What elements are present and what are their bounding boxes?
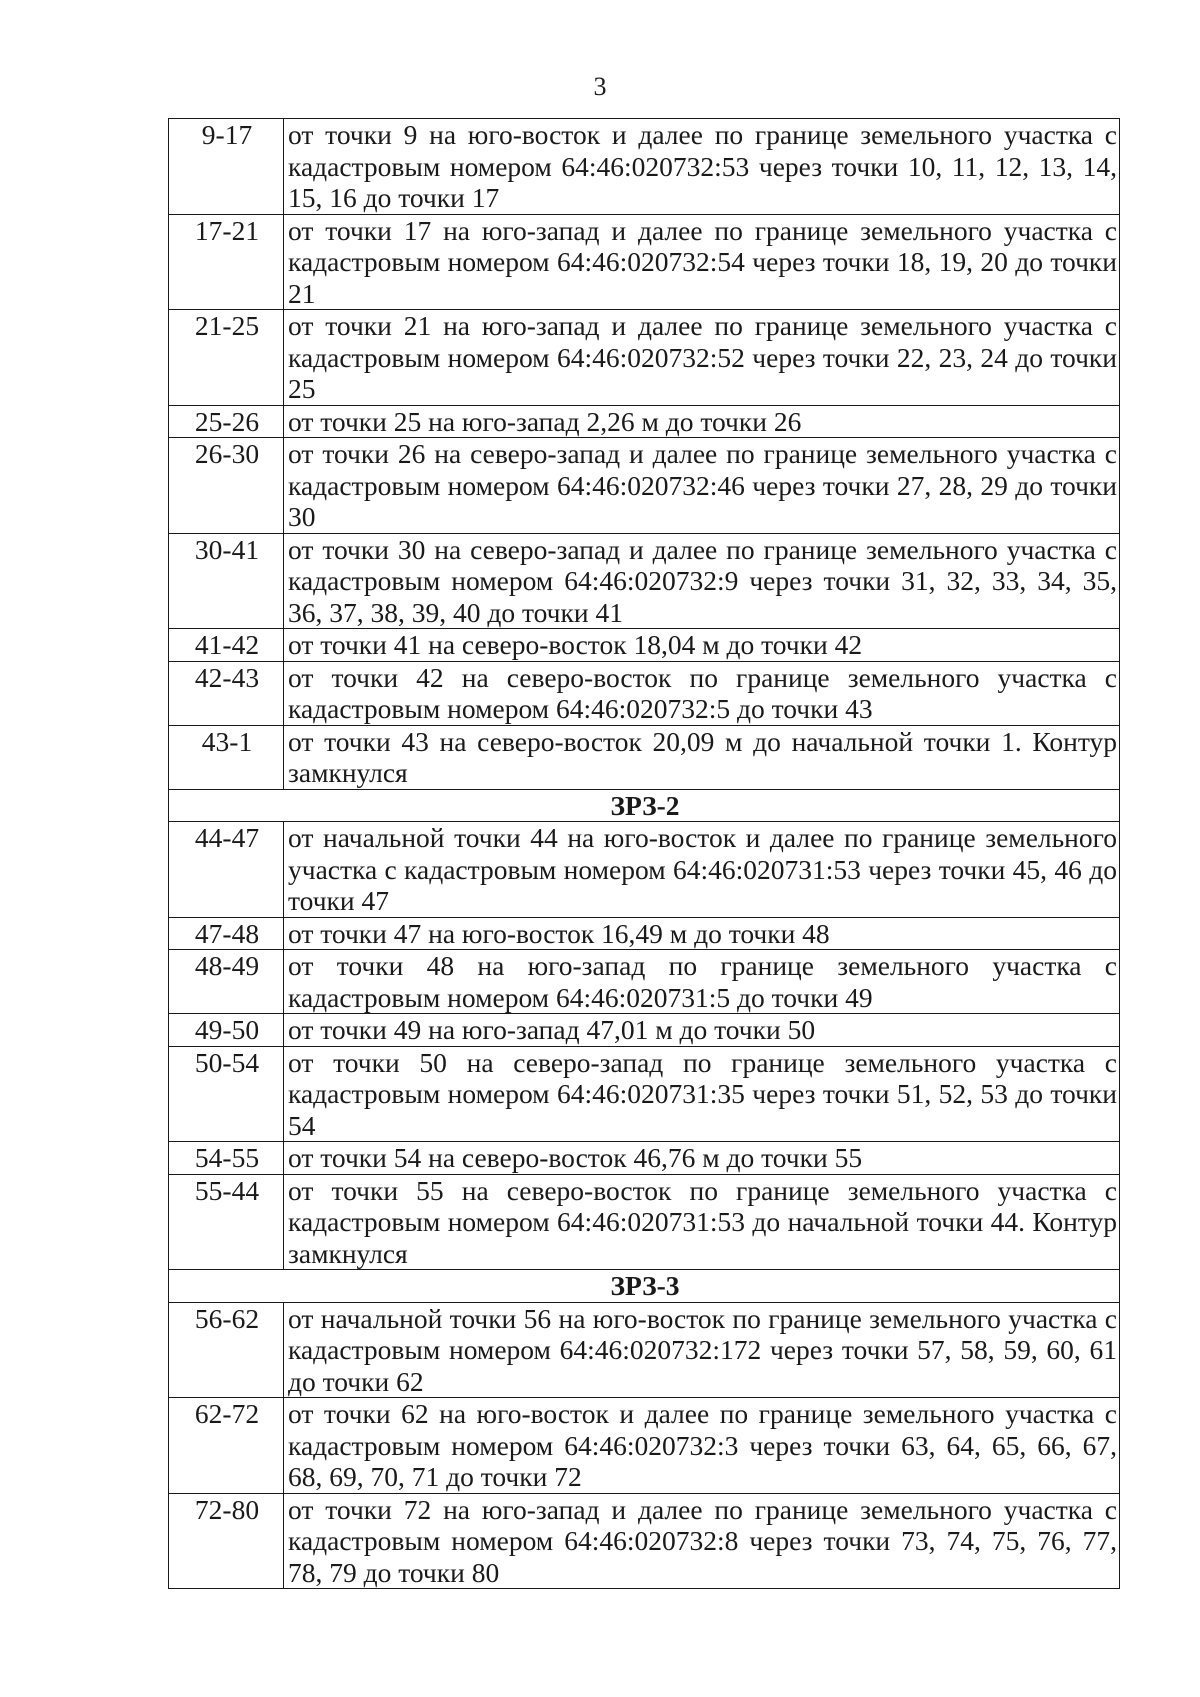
segment-cell: 25-26 — [169, 405, 284, 438]
description-cell: от точки 9 на юго-восток и далее по границе земельного участка с кадастровым номером 64:46:020732:53 через точки 10, 11, 12, 13, 14, 15, 16 до точки 17 — [284, 119, 1120, 215]
segment-cell: 55-44 — [169, 1174, 284, 1270]
description-cell: от точки 48 на юго-запад по границе земельного участка с кадастровым номером 64:46:020731:5 до точки 49 — [284, 950, 1120, 1014]
segment-cell: 62-72 — [169, 1398, 284, 1494]
description-cell: от точки 50 на северо-запад по границе земельного участка с кадастровым номером 64:46:020731:35 через точки 51, 52, 53 до точки 54 — [284, 1046, 1120, 1142]
table-row — [169, 533, 1120, 629]
segment-cell: 54-55 — [169, 1142, 284, 1175]
table-row — [169, 1142, 1120, 1175]
segment-cell: 48-49 — [169, 950, 284, 1014]
section-header: ЗРЗ-2 — [169, 789, 1120, 822]
table-row — [169, 119, 1120, 215]
table-row — [169, 214, 1120, 310]
segment-cell: 56-62 — [169, 1302, 284, 1398]
table-row — [169, 1046, 1120, 1142]
segment-cell: 17-21 — [169, 214, 284, 310]
table-row — [169, 438, 1120, 534]
description-cell: от точки 62 на юго-восток и далее по границе земельного участка с кадастровым номером 64:46:020732:3 через точки 63, 64, 65, 66, 67, 68, 69, 70, 71 до точки 72 — [284, 1398, 1120, 1494]
description-cell: от точки 54 на северо-восток 46,76 м до точки 55 — [284, 1142, 1120, 1175]
boundary-description-table — [168, 118, 1120, 1589]
segment-cell: 50-54 — [169, 1046, 284, 1142]
description-cell: от точки 47 на юго-восток 16,49 м до точки 48 — [284, 917, 1120, 950]
description-cell: от точки 43 на северо-восток 20,09 м до начальной точки 1. Контур замкнулся — [284, 725, 1120, 789]
table-row — [169, 917, 1120, 950]
description-cell: от точки 55 на северо-восток по границе земельного участка с кадастровым номером 64:46:020731:53 до начальной точки 44. Контур замкнулся — [284, 1174, 1120, 1270]
table-body — [169, 119, 1120, 1589]
description-cell: от точки 42 на северо-восток по границе земельного участка с кадастровым номером 64:46:020732:5 до точки 43 — [284, 661, 1120, 725]
segment-cell: 26-30 — [169, 438, 284, 534]
section-header-row — [169, 1270, 1120, 1303]
segment-cell: 72-80 — [169, 1493, 284, 1589]
segment-cell: 30-41 — [169, 533, 284, 629]
description-cell: от точки 25 на юго-запад 2,26 м до точки 26 — [284, 405, 1120, 438]
segment-cell: 43-1 — [169, 725, 284, 789]
table-row — [169, 1493, 1120, 1589]
table-row — [169, 1302, 1120, 1398]
description-cell: от точки 41 на северо-восток 18,04 м до точки 42 — [284, 629, 1120, 662]
segment-cell: 9-17 — [169, 119, 284, 215]
description-cell: от точки 17 на юго-запад и далее по границе земельного участка с кадастровым номером 64:46:020732:54 через точки 18, 19, 20 до точки 21 — [284, 214, 1120, 310]
table-row — [169, 405, 1120, 438]
description-cell: от точки 21 на юго-запад и далее по границе земельного участка с кадастровым номером 64:46:020732:52 через точки 22, 23, 24 до точки 25 — [284, 310, 1120, 406]
section-header: ЗРЗ-3 — [169, 1270, 1120, 1303]
table-row — [169, 725, 1120, 789]
segment-cell: 41-42 — [169, 629, 284, 662]
description-cell: от точки 26 на северо-запад и далее по границе земельного участка с кадастровым номером 64:46:020732:46 через точки 27, 28, 29 до точки 30 — [284, 438, 1120, 534]
segment-cell: 42-43 — [169, 661, 284, 725]
segment-cell: 21-25 — [169, 310, 284, 406]
table-row — [169, 1014, 1120, 1047]
section-header-row — [169, 789, 1120, 822]
description-cell: от точки 30 на северо-запад и далее по границе земельного участка с кадастровым номером 64:46:020732:9 через точки 31, 32, 33, 34, 35, 36, 37, 38, 39, 40 до точки 41 — [284, 533, 1120, 629]
table-row — [169, 661, 1120, 725]
table-row — [169, 629, 1120, 662]
table-row — [169, 950, 1120, 1014]
description-cell: от начальной точки 56 на юго-восток по границе земельного участка с кадастровым номером 64:46:020732:172 через точки 57, 58, 59, 60, 61 до точки 62 — [284, 1302, 1120, 1398]
table-row — [169, 822, 1120, 918]
table-row — [169, 1398, 1120, 1494]
segment-cell: 47-48 — [169, 917, 284, 950]
description-cell: от начальной точки 44 на юго-восток и далее по границе земельного участка с кадастровым номером 64:46:020731:53 через точки 45, 46 до точки 47 — [284, 822, 1120, 918]
table-row — [169, 1174, 1120, 1270]
page-number: 3 — [593, 72, 607, 101]
segment-cell: 49-50 — [169, 1014, 284, 1047]
description-cell: от точки 49 на юго-запад 47,01 м до точки 50 — [284, 1014, 1120, 1047]
segment-cell: 44-47 — [169, 822, 284, 918]
table-row — [169, 310, 1120, 406]
description-cell: от точки 72 на юго-запад и далее по границе земельного участка с кадастровым номером 64:46:020732:8 через точки 73, 74, 75, 76, 77, 78, 79 до точки 80 — [284, 1493, 1120, 1589]
